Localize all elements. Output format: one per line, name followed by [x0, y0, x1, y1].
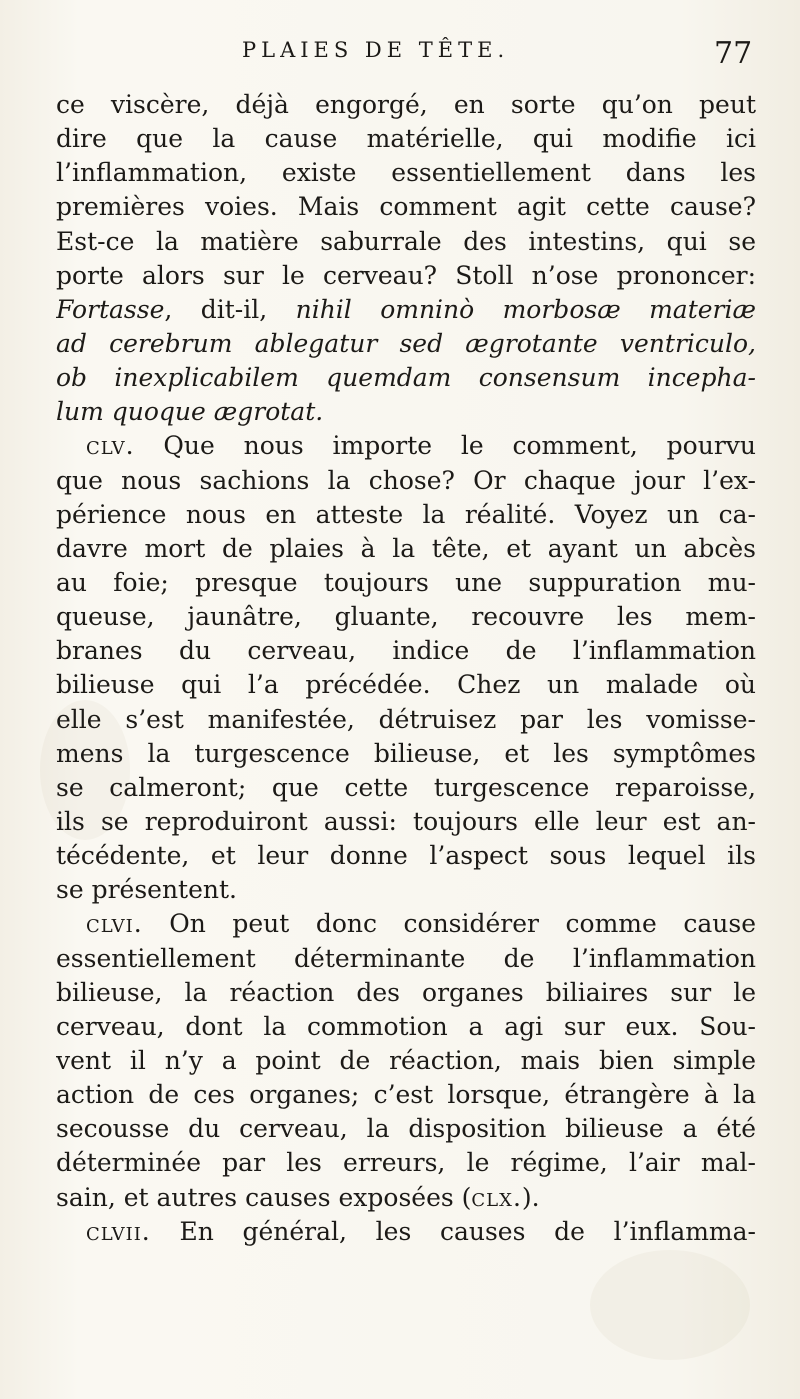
latin-quote-line: ob inexplicabilem quemdam consensum incepha-	[56, 363, 756, 393]
text-line: se calmeront; que cette turgescence reparoisse,	[56, 772, 756, 802]
text-line: ce viscère, déjà engorgé, en sorte qu’on peut	[56, 90, 756, 119]
latin-quote: Fortasse	[56, 294, 165, 324]
text-line	[56, 1181, 756, 1215]
page-number: 77	[714, 36, 753, 71]
text-line: déterminée par les erreurs, le régime, l’air mal-	[56, 1148, 756, 1178]
text-line: vent il n’y a point de réaction, mais bien simple	[56, 1045, 756, 1075]
text-line: davre mort de plaies à la tête, et ayant un abcès	[56, 533, 756, 563]
text-line: secousse du cerveau, la disposition bilieuse a été	[56, 1114, 756, 1144]
latin-quote-line: lum quoque ægrotat.	[56, 397, 324, 427]
text-line: l’inflammation, existe essentiellement dans les	[56, 158, 756, 188]
text-line: queuse, jaunâtre, gluante, recouvre les mem-	[56, 602, 756, 632]
text-line: que nous sachions la chose? Or chaque jour l’ex-	[56, 465, 756, 495]
text-line: essentiellement déterminante de l’inflammation	[56, 943, 756, 973]
text-line: dire que la cause matérielle, qui modifie ici	[56, 124, 756, 154]
text-line: mens la turgescence bilieuse, et les symptômes	[56, 738, 756, 768]
text-line: bilieuse qui l’a précédée. Chez un malade où	[56, 670, 756, 700]
latin-quote-line: ad cerebrum ablegatur sed ægrotante ventriculo,	[56, 328, 756, 358]
text-line: se présentent.	[56, 875, 237, 905]
text-line: branes du cerveau, indice de l’inflammation	[56, 636, 756, 666]
text-fragment: En général, les causes de l’inflamma-	[179, 1216, 756, 1246]
running-head: PLAIES DE TÊTE.	[242, 38, 510, 62]
paper-stain	[590, 1250, 750, 1360]
text-fragment: On peut donc considérer comme cause	[169, 909, 756, 939]
paragraph-start	[56, 429, 756, 463]
paragraph-start	[56, 1215, 756, 1249]
text-line: Est-ce la matière saburrale des intestins, qui se	[56, 226, 756, 256]
paragraph-start	[56, 907, 756, 941]
text-line: au foie; presque toujours une suppuration mu-	[56, 567, 756, 597]
text-line: cerveau, dont la commotion a agi sur eux. Sou-	[56, 1011, 756, 1041]
text-line	[56, 293, 756, 327]
body-text	[56, 88, 756, 1249]
section-number: clvi.	[86, 909, 143, 939]
cross-reference: clx.	[471, 1182, 522, 1212]
text-line: ils se reproduiront aussi: toujours elle leur est an-	[56, 806, 756, 836]
text-line: técédente, et leur donne l’aspect sous lequel ils	[56, 841, 756, 871]
section-number: clvii.	[86, 1216, 151, 1246]
text-line: bilieuse, la réaction des organes biliaires sur le	[56, 977, 756, 1007]
text-line: action de ces organes; c’est lorsque, étrangère à la	[56, 1080, 756, 1110]
text-line: elle s’est manifestée, détruisez par les vomisse-	[56, 704, 756, 734]
text-line: périence nous en atteste la réalité. Voyez un ca-	[56, 499, 756, 529]
text-line: premières voies. Mais comment agit cette cause?	[56, 192, 756, 222]
section-number: clv.	[86, 431, 135, 461]
text-fragment: , dit-il,	[164, 294, 268, 324]
text-line: porte alors sur le cerveau? Stoll n’ose prononcer:	[56, 260, 756, 290]
latin-quote: nihil omninò morbosæ materiæ	[295, 294, 756, 324]
text-fragment: ).	[521, 1182, 540, 1212]
text-fragment: sain, et autres causes exposées (	[56, 1182, 472, 1212]
text-fragment: Que nous importe le comment, pourvu	[163, 431, 756, 461]
